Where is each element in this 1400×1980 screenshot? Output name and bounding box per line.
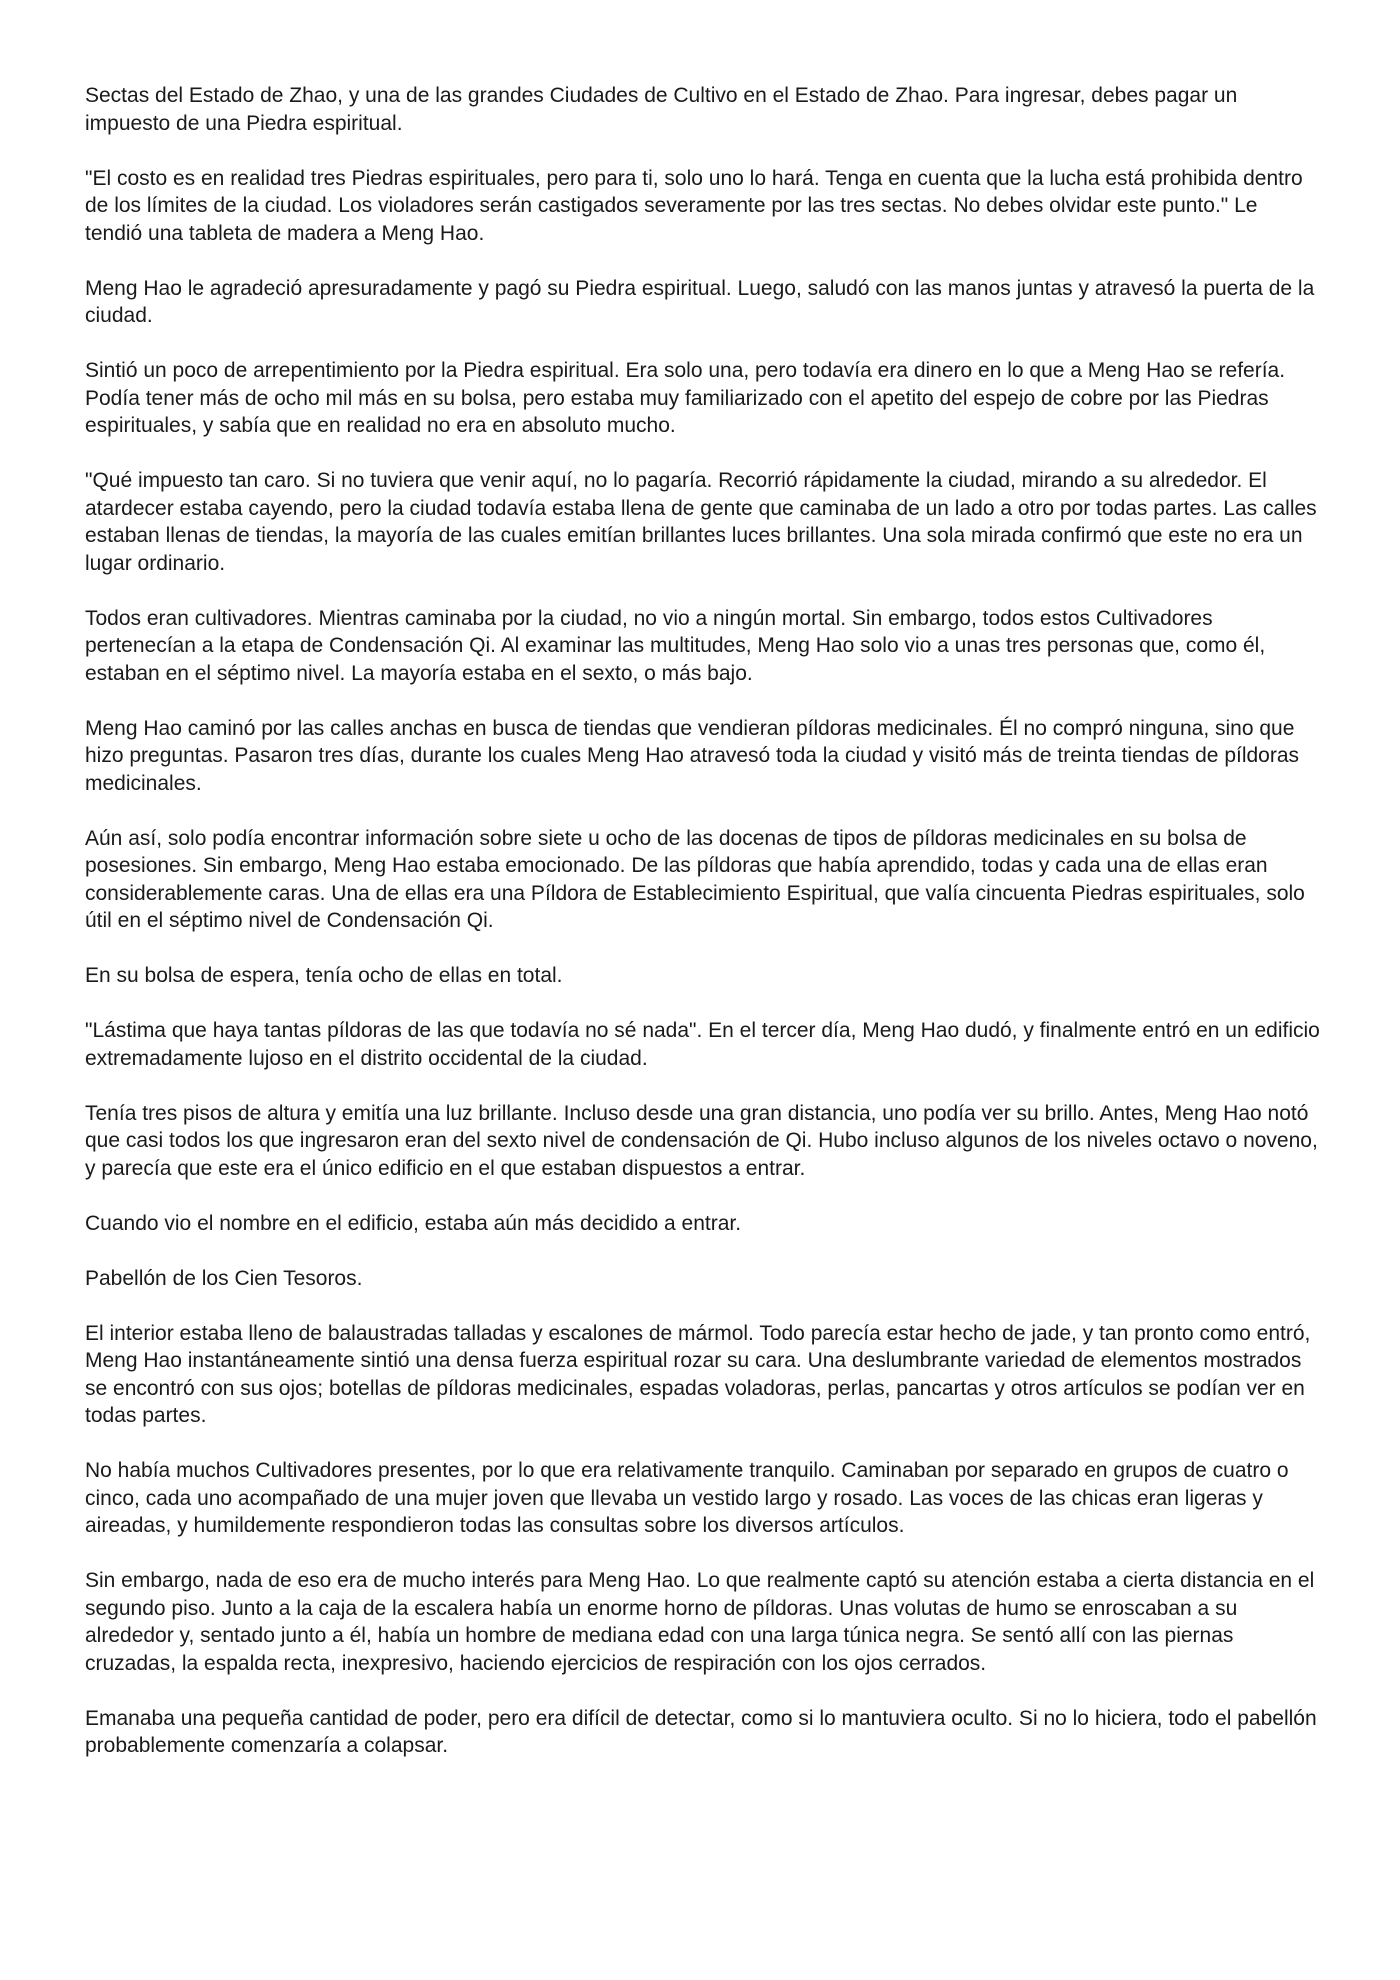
paragraph: Sectas del Estado de Zhao, y una de las grandes Ciudades de Cultivo en el Estado de Zhao. Para ingresar, debes pagar un impuesto de una Piedra espiritual.	[85, 84, 1238, 135]
paragraph: Sin embargo, nada de eso era de mucho interés para Meng Hao. Lo que realmente captó su atención estaba a cierta distancia en el segundo piso. Junto a la caja de la escalera había un enorme horno de píldoras. Unas volutas de humo se enroscaban a su alrededor y, sentado junto a él, había un hombre de mediana edad con una larga túnica negra. Se sentó allí con las piernas cruzadas, la espalda recta, inexpresivo, haciendo ejercicios de respiración con los ojos cerrados.	[85, 1569, 1315, 1675]
paragraph: Todos eran cultivadores. Mientras caminaba por la ciudad, no vio a ningún mortal. Sin embargo, todos estos Cultivadores pertenecían a la etapa de Condensación Qi. Al examinar las multitudes, Meng Hao solo vio a unas tres personas que, como él, estaban en el séptimo nivel. La mayoría estaba en el sexto, o más bajo.	[85, 606, 1266, 685]
paragraph: "El costo es en realidad tres Piedras espirituales, pero para ti, solo uno lo hará. Tenga en cuenta que la lucha está prohibida dentro de los límites de la ciudad. Los violadores serán castigados severamente por las tres sectas. No debes olvidar este punto." Le tendió una tableta de madera a Meng Hao.	[85, 166, 1303, 245]
paragraph: No había muchos Cultivadores presentes, por lo que era relativamente tranquilo. Caminaban por separado en grupos de cuatro o cinco, cada uno acompañado de una mujer joven que llevaba un vestido largo y rosado. Las voces de las chicas eran ligeras y aireadas, y humildemente respondieron todas las consultas sobre los diversos artículos.	[85, 1459, 1289, 1537]
paragraph: "Qué impuesto tan caro. Si no tuviera que venir aquí, no lo pagaría. Recorrió rápidamente la ciudad, mirando a su alrededor. El atardecer estaba cayendo, pero la ciudad todavía estaba llena de gente que caminaba de un lado a otro por todas partes. Las calles estaban llenas de tiendas, la mayoría de las cuales emitían brillantes luces brillantes. Una sola mirada confirmó que este no era un lugar ordinario.	[85, 469, 1317, 575]
paragraph: Pabellón de los Cien Tesoros.	[85, 1266, 363, 1290]
paragraph: Cuando vio el nombre en el edificio, estaba aún más decidido a entrar.	[85, 1211, 742, 1235]
paragraph: "Lástima que haya tantas píldoras de las que todavía no sé nada". En el tercer día, Meng Hao dudó, y finalmente entró en un edificio extremadamente lujoso en el distrito occidental de la ciudad.	[85, 1019, 1320, 1070]
paragraph: Meng Hao caminó por las calles anchas en busca de tiendas que vendieran píldoras medicinales. Él no compró ninguna, sino que hizo preguntas. Pasaron tres días, durante los cuales Meng Hao atravesó toda la ciudad y visitó más de treinta tiendas de píldoras medicinales.	[85, 716, 1300, 795]
paragraph: El interior estaba lleno de balaustradas talladas y escalones de mármol. Todo parecía estar hecho de jade, y tan pronto como entró, Meng Hao instantáneamente sintió una densa fuerza espiritual rozar su cara. Una deslumbrante variedad de elementos mostrados se encontró con sus ojos; botellas de píldoras medicinales, espadas voladoras, perlas, pancartas y otros artículos se podían ver en todas partes.	[85, 1321, 1311, 1427]
paragraph: Tenía tres pisos de altura y emitía una luz brillante. Incluso desde una gran distancia, uno podía ver su brillo. Antes, Meng Hao notó que casi todos los que ingresaron eran del sexto nivel de condensación de Qi. Hubo incluso algunos de los niveles octavo o noveno, y parecía que este era el único edificio en el que estaban dispuestos a entrar.	[85, 1101, 1318, 1180]
paragraph: Aún así, solo podía encontrar información sobre siete u ocho de las docenas de tipos de píldoras medicinales en su bolsa de posesiones. Sin embargo, Meng Hao estaba emocionado. De las píldoras que había aprendido, todas y cada una de ellas eran considerablemente caras. Una de ellas era una Píldora de Establecimiento Espiritual, que valía cincuenta Piedras espirituales, solo útil en el séptimo nivel de Condensación Qi.	[85, 826, 1305, 932]
paragraph: Emanaba una pequeña cantidad de poder, pero era difícil de detectar, como si lo mantuviera oculto. Si no lo hiciera, todo el pabellón probablemente comenzaría a colapsar.	[85, 1706, 1317, 1757]
document-page	[85, 82, 1320, 1787]
paragraph: Meng Hao le agradeció apresuradamente y pagó su Piedra espiritual. Luego, saludó con las manos juntas y atravesó la puerta de la ciudad.	[85, 276, 1315, 327]
paragraph: En su bolsa de espera, tenía ocho de ellas en total.	[85, 964, 563, 987]
paragraph: Sintió un poco de arrepentimiento por la Piedra espiritual. Era solo una, pero todavía era dinero en lo que a Meng Hao se refería. Podía tener más de ocho mil más en su bolsa, pero estaba muy familiarizado con el apetito del espejo de cobre por las Piedras espirituales, y sabía que en realidad no era en absoluto mucho.	[85, 359, 1286, 437]
